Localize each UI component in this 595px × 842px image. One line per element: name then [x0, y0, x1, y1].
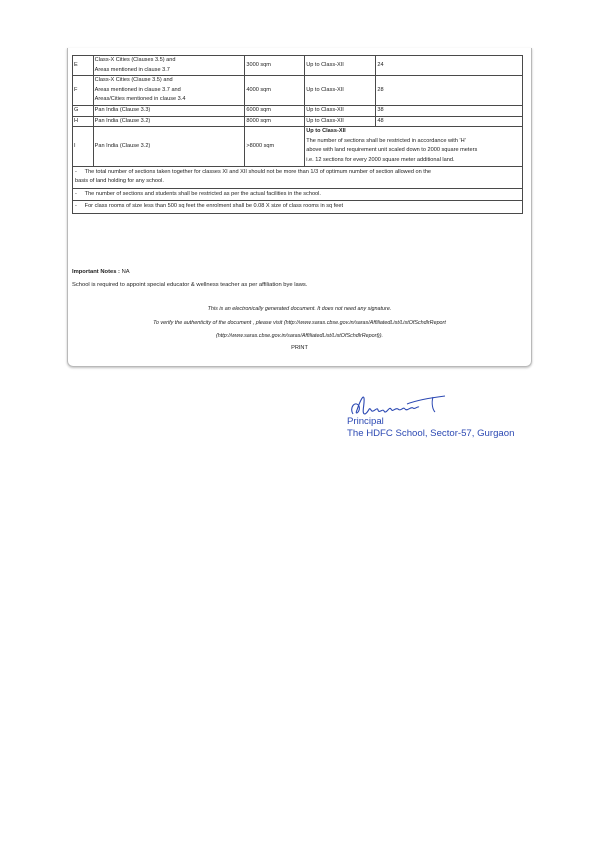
category-cell: F: [73, 76, 94, 106]
table-row: [73, 116, 523, 127]
special-educator-note: School is required to appoint special educator & wellness teacher as per affiliation bye laws.: [72, 282, 308, 288]
sections-cell: 38: [376, 105, 523, 116]
category-cell: I: [73, 127, 94, 166]
area-cell: >8000 sqm: [245, 127, 305, 166]
school-name: The HDFC School, Sector-57, Gurgaon: [347, 428, 515, 439]
area-cell: 4000 sqm: [245, 76, 305, 106]
note-row: - For class rooms of size less than 500 sq feet the enrolment shall be 0.08 X size of class rooms in sq feet: [73, 201, 523, 214]
verify-line-2: (http://www.saras.cbse.gov.in/saras/AffiliatedList/ListOfSchdlrReport)).: [215, 333, 384, 339]
important-notes: [72, 266, 307, 292]
important-notes-value: NA: [120, 269, 130, 275]
description-cell: Class-X Cities (Clause 3.5) and Areas mentioned in clause 3.7 and Areas/Cities mentioned in clause 3.4: [93, 76, 245, 106]
table-row: [73, 105, 523, 116]
category-cell: E: [73, 56, 94, 76]
sections-cell: 24: [376, 56, 523, 76]
area-cell: 3000 sqm: [245, 56, 305, 76]
principal-title: Principal: [347, 416, 384, 427]
note-row: - The total number of sections taken together for classes XI and XII should not be more than 1/3 of optimum number of section allowed on the basis of land holding for any school.: [73, 166, 523, 188]
affiliation-details-card: [67, 48, 532, 367]
note-row: - The number of sections and students shall be restricted as per the actual facilities in the school.: [73, 188, 523, 201]
land-requirement-table: [72, 55, 523, 214]
class-cell: Up to Class-XII: [305, 105, 376, 116]
sections-cell: 48: [376, 116, 523, 127]
verify-line-1: To verify the authenticity of the document , please visit (http://www.saras.cbse.gov.in/saras/AffiliatedList/ListOfSchdlrReport: [153, 320, 446, 326]
important-notes-label: Important Notes :: [72, 269, 120, 275]
print-button[interactable]: PRINT: [291, 345, 308, 351]
area-cell: 8000 sqm: [245, 116, 305, 127]
sections-cell: 28: [376, 76, 523, 106]
description-cell: Pan India (Clause 3.3): [93, 105, 245, 116]
class-cell: Up to Class-XII: [305, 76, 376, 106]
class-cell: Up to Class-XII: [305, 116, 376, 127]
category-cell: H: [73, 116, 94, 127]
class-restriction-cell: Up to Class-XII The number of sections shall be restricted in accordance with 'H' above with land requirement unit scaled down to 2000 square meters i.e. 12 sections for every 2000 square meter additional land.: [305, 127, 523, 166]
area-cell: 6000 sqm: [245, 105, 305, 116]
table-row: [73, 127, 523, 166]
description-cell: Pan India (Clause 3.2): [93, 127, 245, 166]
generated-document-note: This is an electronically generated document. It does not need any signature.: [207, 306, 392, 312]
table-row: [73, 56, 523, 76]
class-cell: Up to Class-XII: [305, 56, 376, 76]
table-row: [73, 76, 523, 106]
description-cell: Class-X Cities (Clauses 3.5) and Areas mentioned in clause 3.7: [93, 56, 245, 76]
category-cell: G: [73, 105, 94, 116]
description-cell: Pan India (Clause 3.2): [93, 116, 245, 127]
